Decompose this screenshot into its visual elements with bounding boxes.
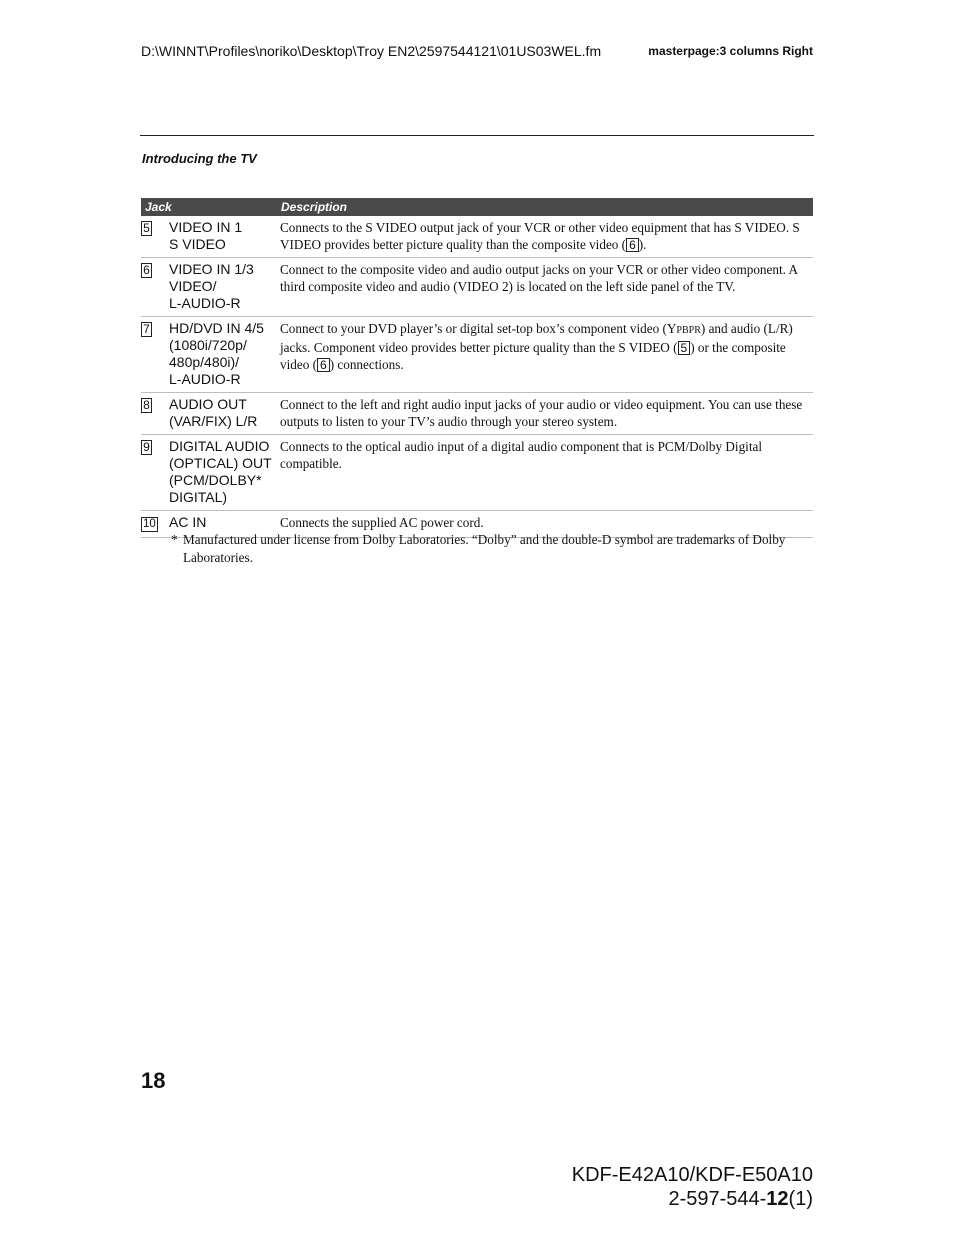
table-row [141,317,813,393]
header-rule [140,135,814,136]
jack-name [169,261,280,312]
document-code-suffix: (1) [788,1188,813,1210]
jack-name [169,438,280,506]
row-number-cell [141,438,169,506]
jack-name-line: HD/DVD IN 4/5 [169,320,264,336]
footnote-text: Manufactured under license from Dolby Laboratories. “Dolby” and the double-D symbol are trademarks of Dolby Laboratories. [183,532,786,565]
masterpage-label: masterpage:3 columns Right [648,44,813,58]
row-number-cell [141,261,169,312]
callout-number: 10 [143,518,156,530]
callout-number: 5 [141,221,152,236]
jack-name-line: VIDEO IN 1 [169,219,243,235]
description-text: Connect to your DVD player’s or digital set-top box’s component video (Y [280,321,677,336]
jack-name [169,219,280,253]
jack-name-line: (VAR/FIX) L/R [169,413,258,429]
description-text: Connects to the optical audio input of a digital audio component that is PCM/Dolby Digital compatible. [280,439,763,471]
jack-name [169,320,280,388]
jack-description [280,261,813,312]
jack-description [280,396,813,430]
callout-reference: 6 [317,358,330,372]
callout-reference: 6 [626,238,639,252]
document-code-prefix: 2-597-544- [668,1188,767,1210]
callout-number: 9 [141,440,152,455]
footnote-marker: * [171,532,178,547]
description-text: Connect to the left and right audio input jacks of your audio or video equipment. You can use these outputs to listen to your TV’s audio through your stereo system. [280,397,803,429]
small-caps-text: PB [676,325,689,336]
file-path: D:\WINNT\Profiles\noriko\Desktop\Troy EN2\2597544121\01US03WEL.fm [141,43,602,59]
jack-description [280,219,813,253]
table-row [141,258,813,317]
jack-name-line: DIGITAL AUDIO [169,438,270,454]
jack-name-line: L-AUDIO-R [169,295,241,311]
document-code [572,1187,813,1211]
jack-name-line: (OPTICAL) OUT [169,455,272,471]
jack-name [169,396,280,430]
description-text: ) or the composite video ( [280,340,786,372]
jack-name-line: 480p/480i)/ [169,354,240,370]
jack-name-line: (PCM/DOLBY* [169,472,262,488]
table-row [141,216,813,258]
jack-name-line: L-AUDIO-R [169,371,241,387]
header-description: Description [281,200,348,214]
jack-name-line: AC IN [169,514,207,530]
jack-name-line: VIDEO IN 1/3 [169,261,254,277]
footnote [171,531,791,567]
row-number-cell [141,514,169,533]
model-info [572,1163,813,1211]
table-body [141,216,813,538]
description-text: ). [638,237,647,252]
row-number-cell [141,219,169,253]
description-text: ) and audio (L/R) jacks. Component video provides better picture quality than the S VIDEO ( [280,321,793,355]
callout-number: 6 [141,263,152,278]
jack-table [141,198,813,538]
callout-number: 8 [141,398,152,413]
small-caps-text: PR [688,325,701,336]
jack-description [280,320,813,388]
description-text: Connect to the composite video and audio output jacks on your VCR or other video component. A third composite video and audio (VIDEO 2) is located on the left side panel of the TV. [280,262,798,294]
table-row [141,393,813,435]
section-title: Introducing the TV [142,151,257,166]
header-jack: Jack [145,200,172,214]
callout-number: 7 [141,322,152,337]
jack-name-line: AUDIO OUT [169,396,247,412]
table-row [141,435,813,511]
jack-name-line: S VIDEO [169,236,226,252]
table-header [141,198,813,216]
document-code-bold: 12 [766,1188,789,1210]
description-text: Connects to the S VIDEO output jack of your VCR or other video equipment that has S VIDEO. S VIDEO provides better picture quality than the composite video ( [280,220,800,252]
row-number-cell [141,396,169,430]
jack-name-line: (1080i/720p/ [169,337,247,353]
row-number-cell [141,320,169,388]
jack-name-line: DIGITAL) [169,489,228,505]
page-number: 18 [141,1068,166,1093]
callout-reference: 5 [678,341,691,355]
jack-name-line: VIDEO/ [169,278,217,294]
description-text: ) connections. [329,357,404,372]
description-text: Connects the supplied AC power cord. [280,515,484,530]
model-number: KDF-E42A10/KDF-E50A10 [571,1164,813,1186]
jack-description [280,438,813,506]
